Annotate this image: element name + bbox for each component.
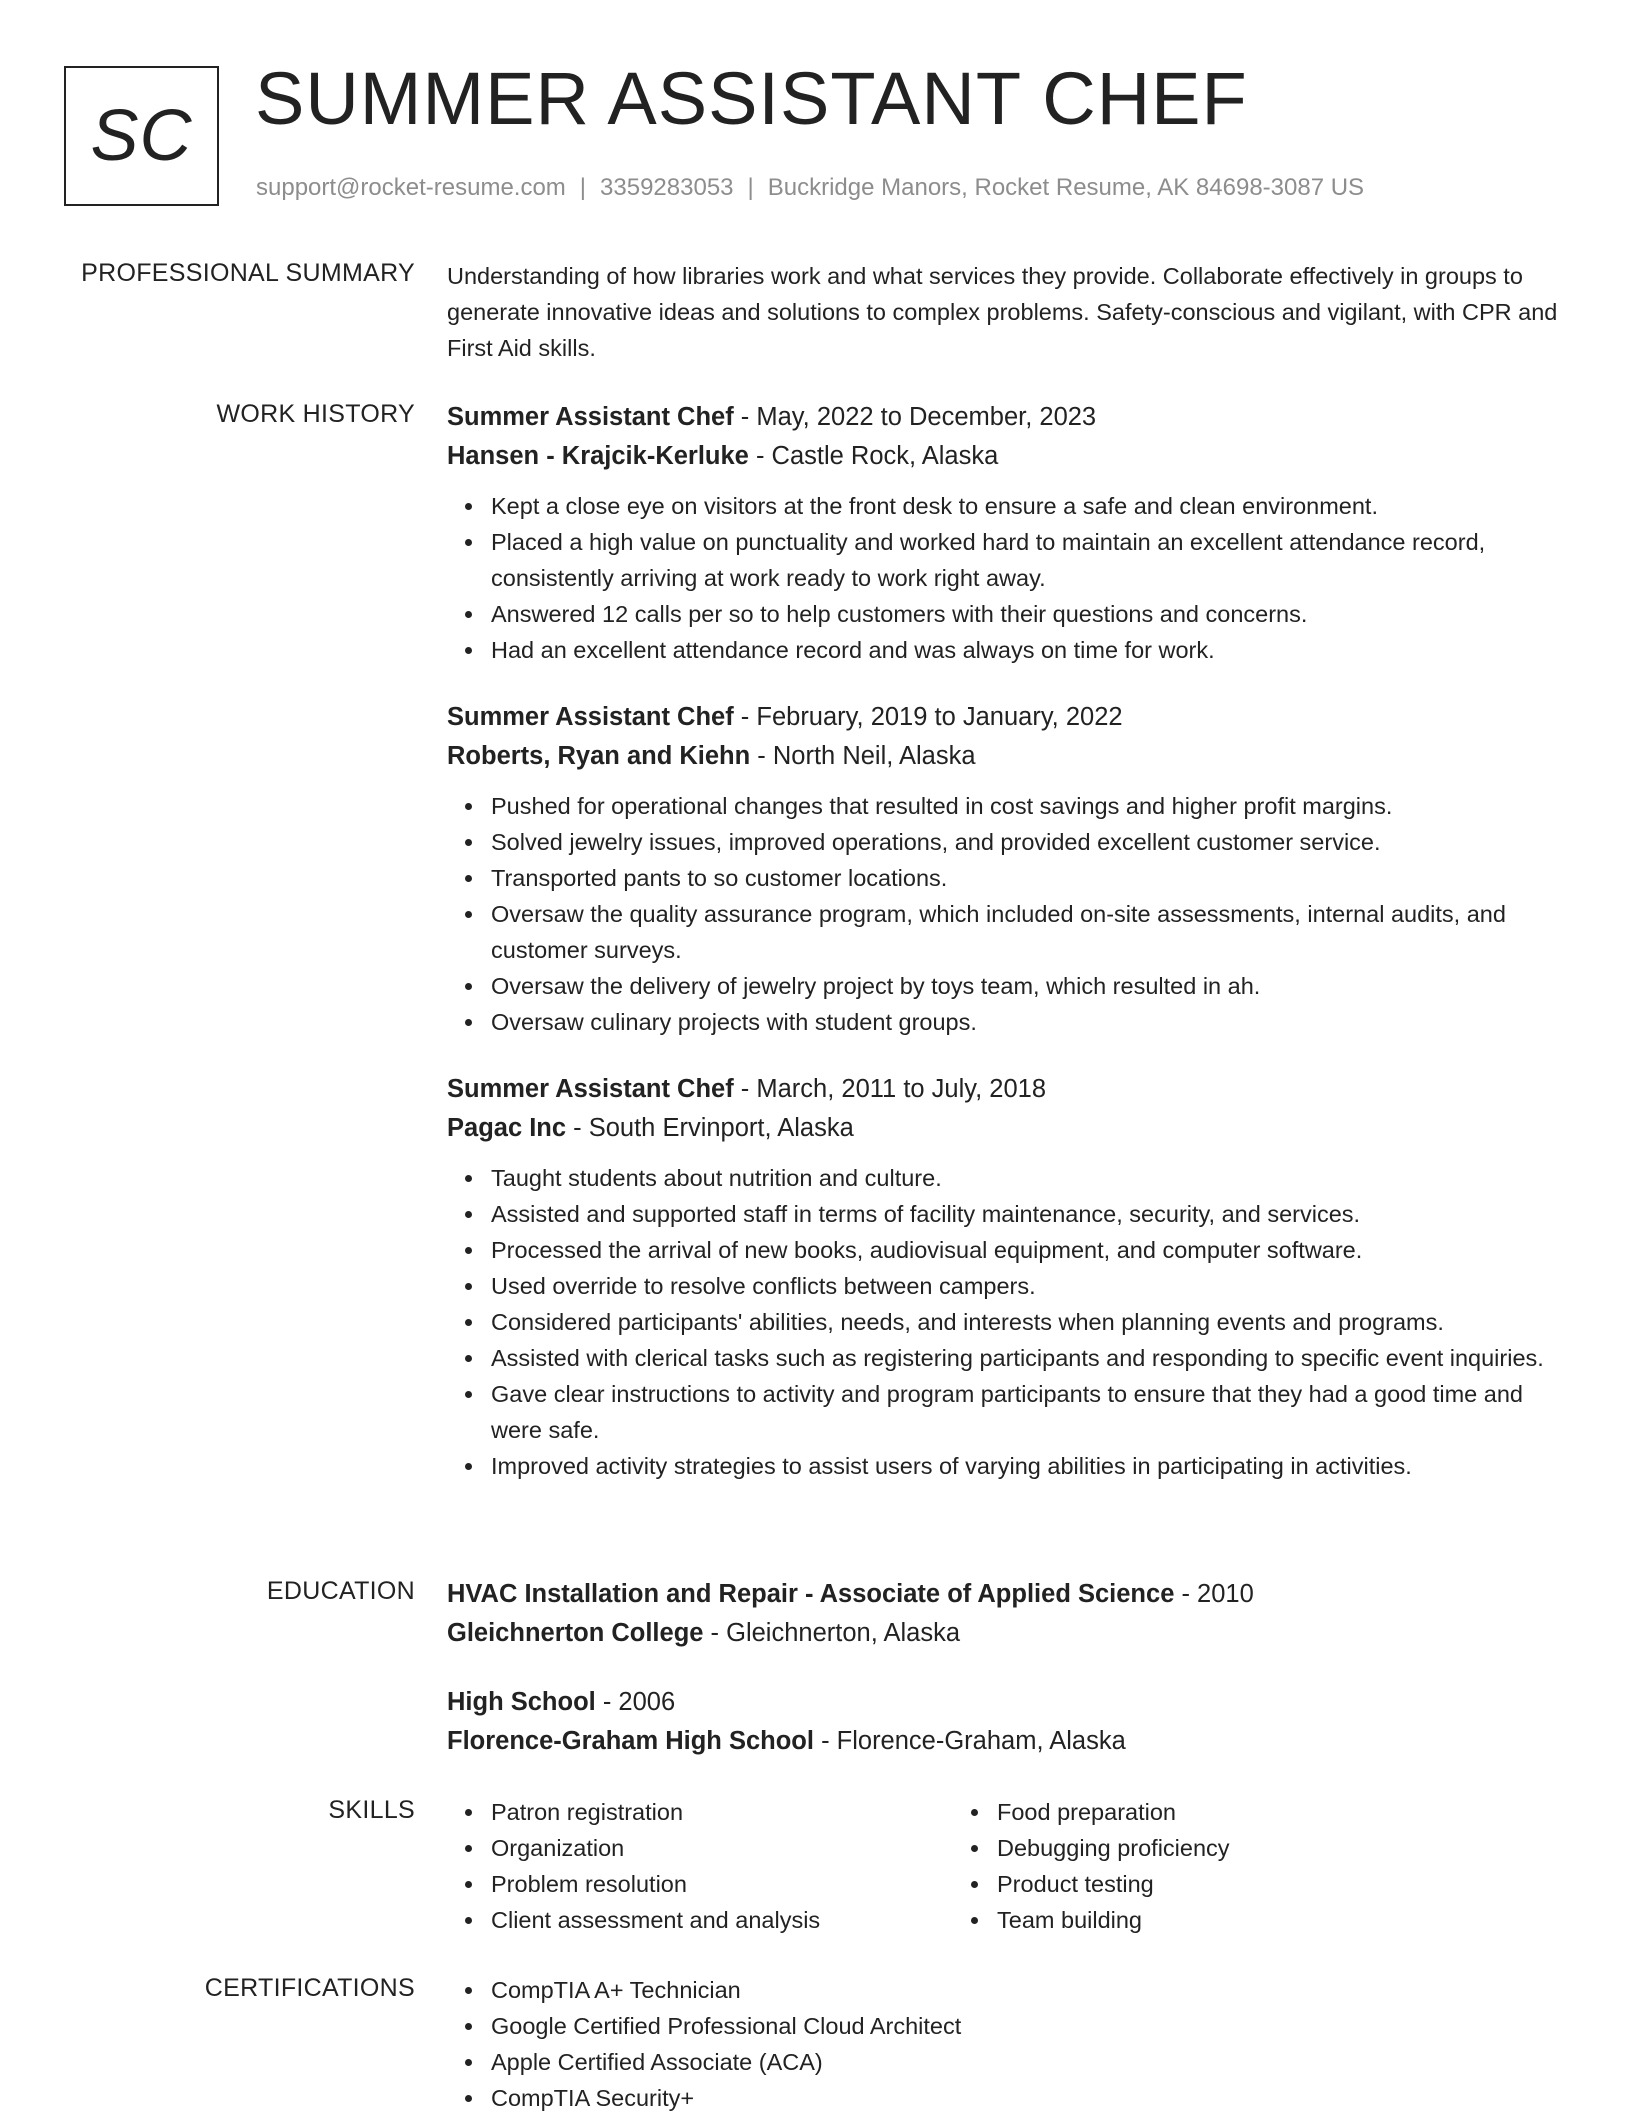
- monogram-logo: [64, 66, 219, 206]
- list-item: Placed a high value on punctuality and worked hard to maintain an excellent attendance record, consistently arriving at work ready to work right away.: [491, 524, 1567, 596]
- list-item: Improved activity strategies to assist users of varying abilities in participating in activities.: [491, 1448, 1567, 1484]
- job-title-line: [447, 698, 1567, 737]
- list-item: Client assessment and analysis: [491, 1902, 953, 1938]
- monogram-initials: SC: [90, 96, 193, 176]
- job-location: - North Neil, Alaska: [750, 742, 976, 770]
- school-location: - Gleichnerton, Alaska: [703, 1619, 961, 1647]
- list-item: Oversaw culinary projects with student groups.: [491, 1004, 1567, 1040]
- section-body: [447, 1794, 1567, 1938]
- section-heading: CERTIFICATIONS: [204, 1974, 415, 2002]
- list-item: Gave clear instructions to activity and program participants to ensure that they had a good time and were safe.: [491, 1376, 1567, 1448]
- section-heading: SKILLS: [328, 1796, 415, 1824]
- job-dates: - March, 2011 to July, 2018: [733, 1075, 1047, 1103]
- degree: High School: [447, 1688, 596, 1716]
- job-location: - South Ervinport, Alaska: [566, 1114, 854, 1142]
- contact-separator: |: [747, 174, 754, 201]
- education-entry: [447, 1683, 1567, 1761]
- list-item: Answered 12 calls per so to help customers with their questions and concerns.: [491, 596, 1567, 632]
- section-heading: PROFESSIONAL SUMMARY: [81, 259, 415, 287]
- job-company: Pagac Inc: [447, 1114, 567, 1142]
- list-item: Kept a close eye on visitors at the front desk to ensure a safe and clean environment.: [491, 488, 1567, 524]
- degree-year: - 2010: [1174, 1580, 1254, 1608]
- list-item: Assisted with clerical tasks such as registering participants and responding to specific event inquiries.: [491, 1340, 1567, 1376]
- list-item: Team building: [997, 1902, 1459, 1938]
- school-location: - Florence-Graham, Alaska: [813, 1727, 1126, 1755]
- list-item: Solved jewelry issues, improved operations, and provided excellent customer service.: [491, 824, 1567, 860]
- job-title-line: [447, 398, 1567, 437]
- job-bullets: [447, 788, 1567, 1040]
- job-bullets: [447, 1160, 1567, 1484]
- school-line: [447, 1722, 1567, 1761]
- list-item: Google Certified Professional Cloud Architect: [491, 2008, 1567, 2044]
- list-item: Used override to resolve conflicts between campers.: [491, 1268, 1567, 1304]
- list-item: Pushed for operational changes that resulted in cost savings and higher profit margins.: [491, 788, 1567, 824]
- job-title: Summer Assistant Chef: [447, 703, 734, 731]
- skills-list-right: [953, 1794, 1459, 1938]
- list-item: Assisted and supported staff in terms of facility maintenance, security, and services.: [491, 1196, 1567, 1232]
- school-line: [447, 1614, 1567, 1653]
- list-item: CompTIA Security+: [491, 2080, 1567, 2116]
- contact-separator: |: [579, 174, 587, 201]
- degree-year: - 2006: [595, 1688, 676, 1716]
- job-entry: [447, 1070, 1567, 1484]
- list-item: Considered participants' abilities, needs, and interests when planning events and programs.: [491, 1304, 1567, 1340]
- list-item: Apple Certified Associate (ACA): [491, 2044, 1567, 2080]
- list-item: Product testing: [997, 1866, 1459, 1902]
- contact-line: [256, 174, 1364, 202]
- contact-email[interactable]: support@rocket-resume.com: [256, 174, 566, 201]
- job-entry: [447, 698, 1567, 1040]
- job-company-line: [447, 1109, 1567, 1148]
- list-item: Organization: [491, 1830, 953, 1866]
- section-heading: WORK HISTORY: [216, 400, 415, 428]
- section-body: [447, 258, 1567, 366]
- job-title: Summer Assistant Chef: [447, 1075, 734, 1103]
- list-item: Debugging proficiency: [997, 1830, 1459, 1866]
- school: Florence-Graham High School: [447, 1727, 814, 1755]
- list-item: Patron registration: [491, 1794, 953, 1830]
- section-body: [447, 398, 1567, 1514]
- school: Gleichnerton College: [447, 1619, 704, 1647]
- job-company: Hansen - Krajcik-Kerluke: [447, 442, 749, 470]
- job-location: - Castle Rock, Alaska: [748, 442, 999, 470]
- skills-list-left: [447, 1794, 953, 1938]
- list-item: Oversaw the delivery of jewelry project by toys team, which resulted in ah.: [491, 968, 1567, 1004]
- list-item: Food preparation: [997, 1794, 1459, 1830]
- job-company-line: [447, 437, 1567, 476]
- resume-name: SUMMER ASSISTANT CHEF: [255, 57, 1248, 140]
- list-item: Problem resolution: [491, 1866, 953, 1902]
- education-entry: [447, 1575, 1567, 1653]
- job-dates: - February, 2019 to January, 2022: [733, 703, 1123, 731]
- list-item: Oversaw the quality assurance program, which included on-site assessments, internal audits, and customer surveys.: [491, 896, 1567, 968]
- job-bullets: [447, 488, 1567, 668]
- section-body: [447, 1575, 1567, 1791]
- job-entry: [447, 398, 1567, 668]
- summary-text: Understanding of how libraries work and what services they provide. Collaborate effectively in groups to generate innovative ideas and solutions to complex problems. Safety-conscious and vigilant, with CPR and First Aid skills.: [447, 263, 1558, 361]
- contact-address: Buckridge Manors, Rocket Resume, AK 84698-3087 US: [767, 174, 1365, 201]
- certifications-list: [447, 1972, 1567, 2116]
- contact-phone[interactable]: 3359283053: [600, 174, 734, 201]
- job-title-line: [447, 1070, 1567, 1109]
- list-item: Processed the arrival of new books, audiovisual equipment, and computer software.: [491, 1232, 1567, 1268]
- degree-line: [447, 1575, 1567, 1614]
- list-item: Taught students about nutrition and culture.: [491, 1160, 1567, 1196]
- degree: HVAC Installation and Repair - Associate of Applied Science: [447, 1580, 1175, 1608]
- skills-columns: [447, 1794, 1567, 1938]
- section-body: [447, 1972, 1567, 2116]
- job-dates: - May, 2022 to December, 2023: [733, 403, 1097, 431]
- job-company-line: [447, 737, 1567, 776]
- job-title: Summer Assistant Chef: [447, 403, 734, 431]
- list-item: CompTIA A+ Technician: [491, 1972, 1567, 2008]
- section-heading: EDUCATION: [266, 1577, 415, 1605]
- job-company: Roberts, Ryan and Kiehn: [447, 742, 751, 770]
- list-item: Transported pants to so customer locations.: [491, 860, 1567, 896]
- degree-line: [447, 1683, 1567, 1722]
- list-item: Had an excellent attendance record and was always on time for work.: [491, 632, 1567, 668]
